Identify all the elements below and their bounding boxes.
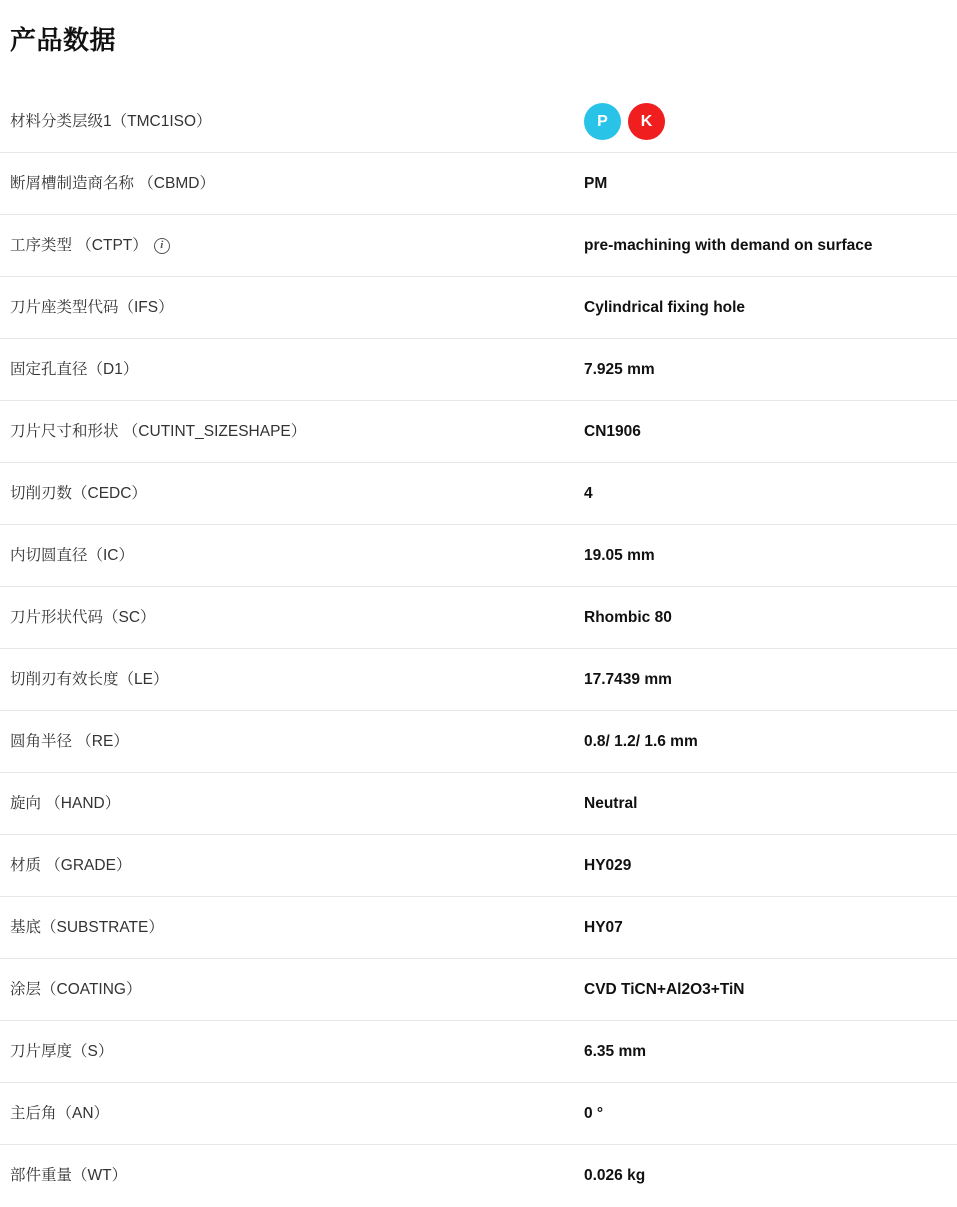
spec-label-shape-code: [10, 607, 584, 629]
spec-label-text: 涂层（COATING）: [10, 980, 142, 998]
table-row: [0, 525, 957, 587]
table-row: [0, 587, 957, 649]
spec-label-text: 断屑槽制造商名称 （CBMD）: [10, 174, 215, 192]
spec-label-inscribed-circle-diameter: [10, 545, 584, 567]
spec-value-corner-radius: 0.8/ 1.2/ 1.6 mm: [584, 732, 698, 750]
table-row: [0, 215, 957, 277]
spec-label-clearance-angle: [10, 1103, 584, 1125]
spec-label-text: 固定孔直径（D1）: [10, 360, 139, 378]
spec-label-corner-radius: [10, 731, 584, 753]
spec-label-insert-size-and-shape: [10, 421, 584, 443]
info-icon[interactable]: i: [154, 238, 170, 254]
table-row: [0, 835, 957, 897]
spec-value-substrate: HY07: [584, 918, 623, 936]
spec-label-text: 部件重量（WT）: [10, 1167, 128, 1185]
spec-label-insert-fixing-style: [10, 297, 584, 319]
spec-label-cutting-process-type: [10, 235, 584, 257]
table-row: [0, 1021, 957, 1083]
table-row: [0, 959, 957, 1021]
spec-label-text: 刀片尺寸和形状 （CUTINT_SIZESHAPE）: [10, 422, 307, 440]
spec-value-insert-fixing-style: Cylindrical fixing hole: [584, 298, 746, 316]
spec-value-item-weight: 0.026 kg: [584, 1167, 646, 1185]
spec-label-cutting-edge-count: [10, 483, 584, 505]
spec-value-material-classification-level-1: [584, 103, 947, 140]
table-row: [0, 153, 957, 215]
table-row: [0, 91, 957, 153]
spec-value-hand: Neutral: [584, 794, 638, 812]
page-title: 产品数据: [10, 25, 117, 55]
material-badge: K: [628, 103, 665, 140]
table-row: [0, 649, 957, 711]
spec-label-fixing-hole-diameter: [10, 359, 584, 381]
table-row: [0, 897, 957, 959]
spec-label-text: 旋向 （HAND）: [10, 794, 121, 812]
table-row: [0, 463, 957, 525]
spec-label-item-weight: [10, 1165, 584, 1187]
spec-value-cutting-edge-count: 4: [584, 484, 593, 502]
spec-label-text: 主后角（AN）: [10, 1104, 110, 1122]
material-badge-group: [584, 103, 947, 140]
spec-label-cutting-edge-effective-length: [10, 669, 584, 691]
spec-label-text: 内切圆直径（IC）: [10, 546, 135, 564]
spec-label-chipbreaker-manufacturer-designation: [10, 173, 584, 195]
spec-value-chipbreaker-manufacturer-designation: PM: [584, 174, 608, 192]
spec-label-grade: [10, 855, 584, 877]
spec-label-text: 切削刃数（CEDC）: [10, 484, 147, 502]
spec-value-insert-size-and-shape: CN1906: [584, 422, 641, 440]
table-row: [0, 277, 957, 339]
spec-value-shape-code: Rhombic 80: [584, 608, 672, 626]
spec-value-clearance-angle: 0 °: [584, 1104, 604, 1122]
material-badge: P: [584, 103, 621, 140]
spec-value-insert-thickness: 6.35 mm: [584, 1042, 647, 1060]
spec-label-text: 基底（SUBSTRATE）: [10, 918, 164, 936]
spec-value-inscribed-circle-diameter: 19.05 mm: [584, 546, 655, 564]
spec-label-text: 刀片座类型代码（IFS）: [10, 298, 174, 316]
table-row: [0, 1083, 957, 1145]
spec-label-text: 圆角半径 （RE）: [10, 732, 129, 750]
spec-label-text: 工序类型 （CTPT）: [10, 236, 148, 254]
spec-label-insert-thickness: [10, 1041, 584, 1063]
spec-label-text: 材质 （GRADE）: [10, 856, 132, 874]
spec-label-coating: [10, 979, 584, 1001]
spec-label-text: 切削刃有效长度（LE）: [10, 670, 169, 688]
spec-label-hand: [10, 793, 584, 815]
table-row: [0, 339, 957, 401]
spec-value-fixing-hole-diameter: 7.925 mm: [584, 360, 655, 378]
spec-label-substrate: [10, 917, 584, 939]
spec-value-grade: HY029: [584, 856, 632, 874]
spec-value-cutting-process-type: pre-machining with demand on surface: [584, 236, 873, 254]
spec-label-text: 材料分类层级1（TMC1ISO）: [10, 112, 212, 130]
table-row: [0, 1145, 957, 1207]
spec-value-coating: CVD TiCN+Al2O3+TiN: [584, 980, 745, 998]
spec-label-text: 刀片形状代码（SC）: [10, 608, 156, 626]
product-data-table: [0, 91, 957, 1207]
table-row: [0, 773, 957, 835]
table-row: [0, 401, 957, 463]
spec-value-cutting-edge-effective-length: 17.7439 mm: [584, 670, 672, 688]
spec-label-text: 刀片厚度（S）: [10, 1042, 114, 1060]
spec-label-material-classification-level-1: [10, 111, 584, 133]
table-row: [0, 711, 957, 773]
